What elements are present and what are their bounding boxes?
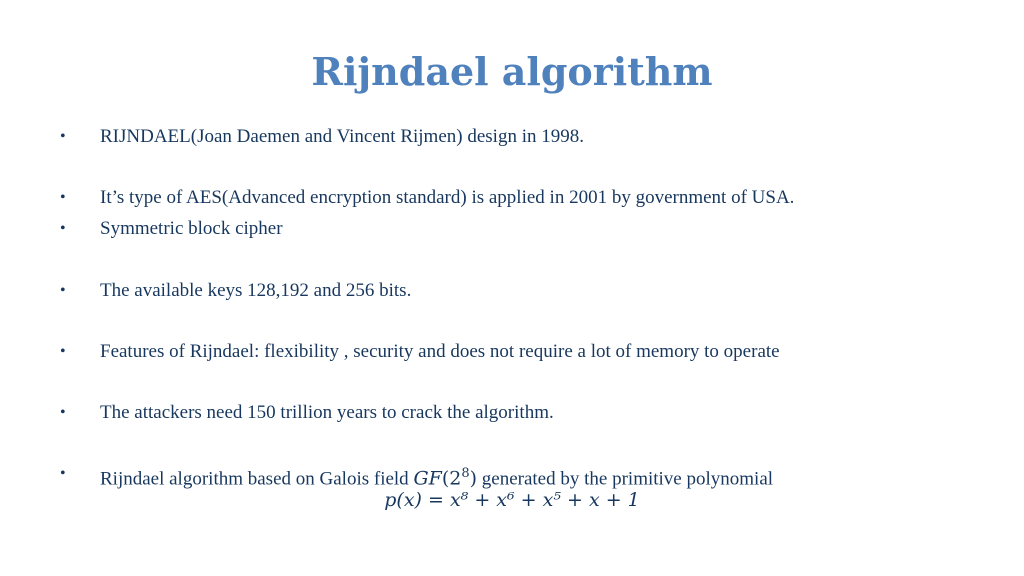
bullet-item [60, 186, 984, 210]
bullet-dot: • [60, 465, 66, 482]
bullet-item [60, 279, 984, 303]
bullet-dot: • [60, 343, 66, 360]
galois-field-open: (2 [441, 467, 462, 490]
bullet-item [60, 340, 984, 364]
primitive-polynomial-formula: p(x) = x⁸ + x⁶ + x⁵ + x + 1 [384, 489, 640, 511]
slide-title: Rijndael algorithm [311, 49, 713, 94]
bullet-item [60, 125, 984, 149]
bullet-text-prefix: Rijndael algorithm based on Galois field [100, 468, 414, 490]
galois-field-close: ) [469, 467, 478, 490]
bullet-text: The available keys 128,192 and 256 bits. [100, 280, 412, 301]
bullet-text: RIJNDAEL(Joan Daemen and Vincent Rijmen) design in 1998. [100, 126, 584, 147]
bullet-dot: • [60, 282, 66, 299]
bullet-text: Features of Rijndael: flexibility , security and does not require a lot of memory to operate [100, 341, 780, 362]
bullet-text: Symmetric block cipher [100, 218, 283, 239]
bullet-item [60, 462, 984, 490]
bullet-dot: • [60, 220, 66, 237]
bullet-text: It’s type of AES(Advanced encryption standard) is applied in 2001 by government of USA. [100, 187, 795, 208]
bullet-dot: • [60, 189, 66, 206]
bullet-text-suffix: generated by the primitive polynomial [477, 468, 774, 490]
bullet-text: The attackers need 150 trillion years to crack the algorithm. [100, 402, 554, 423]
bullet-dot: • [60, 404, 66, 421]
galois-field-name: GF [413, 467, 442, 490]
bullet-item [60, 217, 984, 241]
bullet-item [60, 401, 984, 425]
bullet-dot: • [60, 128, 66, 145]
galois-field-exponent: 8 [461, 466, 470, 481]
